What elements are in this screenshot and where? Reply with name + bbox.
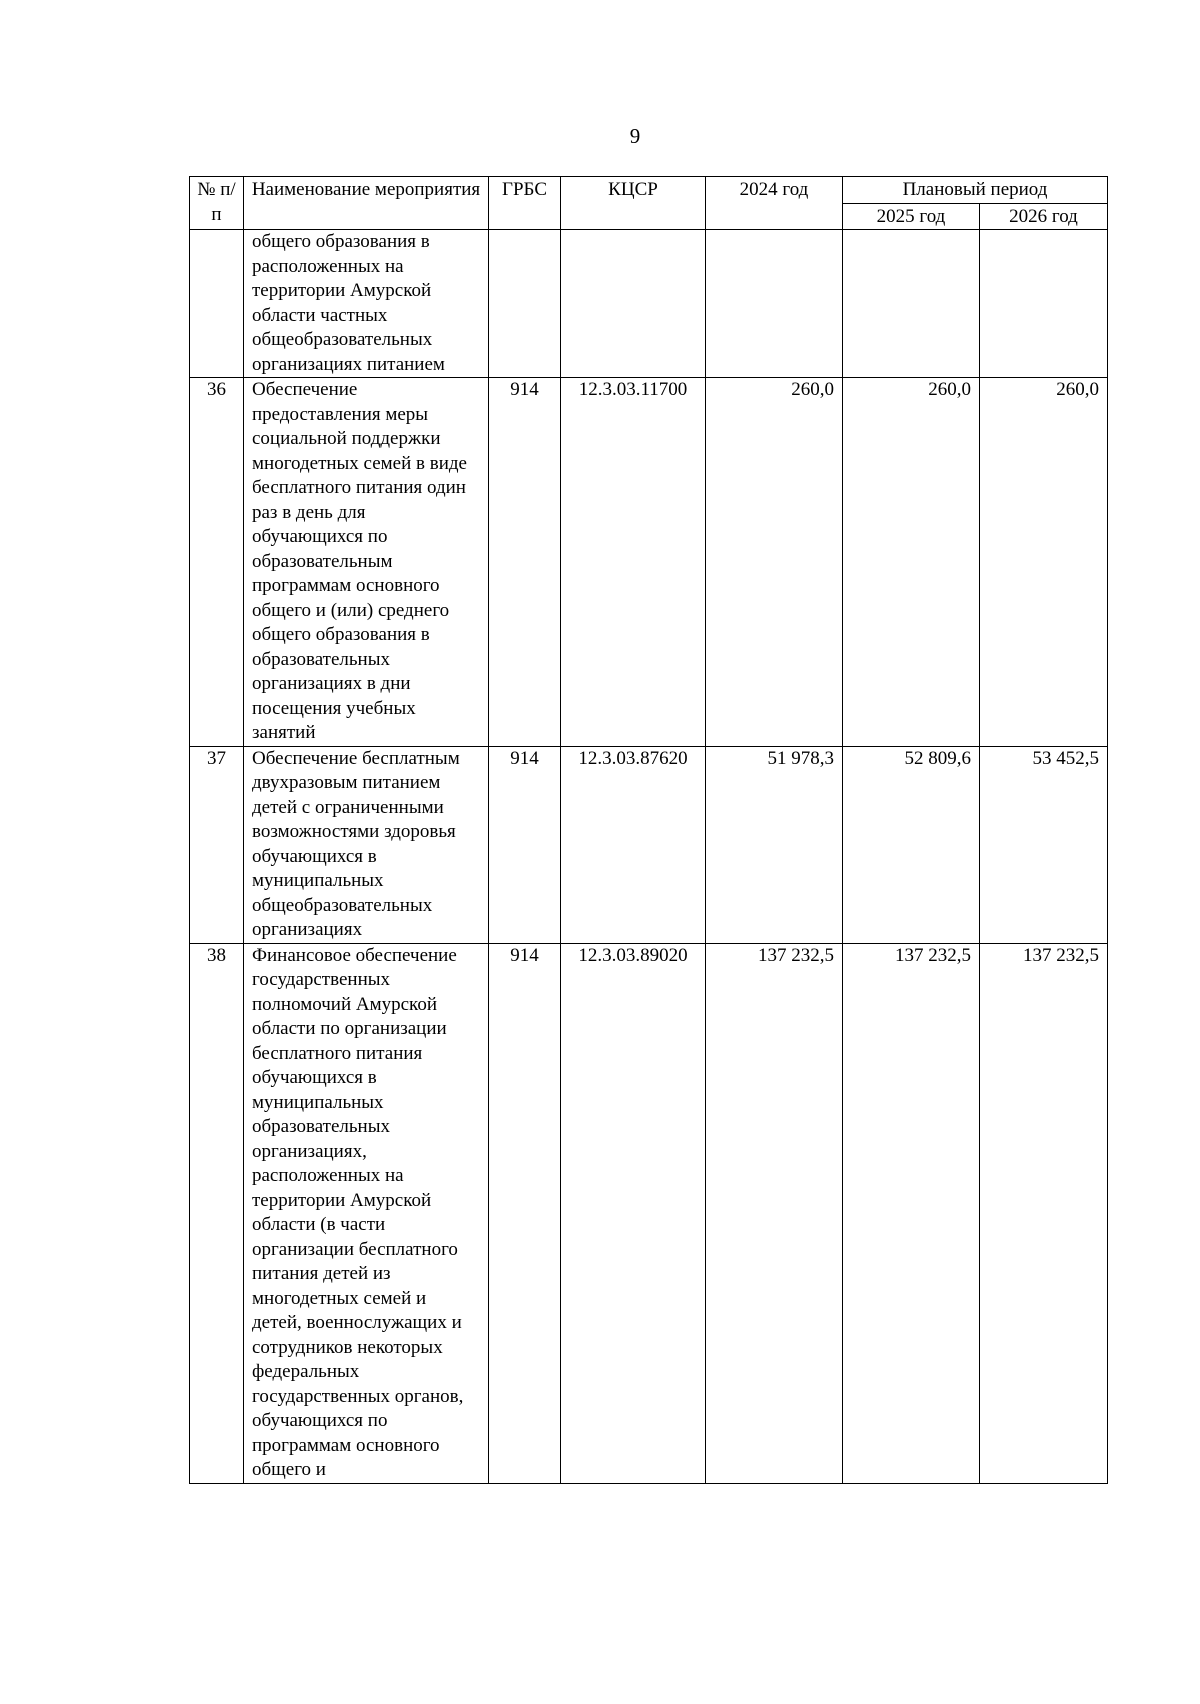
row-kcsr: 12.3.03.87620 [561, 746, 706, 943]
row-num: 36 [190, 378, 244, 747]
table-row [190, 378, 1108, 747]
row-2026 [980, 230, 1108, 378]
header-num: № п/п [190, 177, 244, 230]
row-grbs: 914 [489, 378, 561, 747]
row-grbs: 914 [489, 943, 561, 1483]
row-2026: 137 232,5 [980, 943, 1108, 1483]
table-row [190, 230, 1108, 378]
row-grbs [489, 230, 561, 378]
row-2024: 51 978,3 [706, 746, 843, 943]
row-2025: 260,0 [843, 378, 980, 747]
row-2025 [843, 230, 980, 378]
row-2025: 137 232,5 [843, 943, 980, 1483]
header-2024: 2024 год [706, 177, 843, 230]
header-planned-period: Плановый период [843, 177, 1108, 204]
row-2024 [706, 230, 843, 378]
header-grbs: ГРБС [489, 177, 561, 230]
row-name: Обеспечение предоставления меры социальной поддержки многодетных семей в виде бесплатного питания один раз в день для обучающихся по образовательным программам основного общего и (или) среднего общего образования в образовательных организациях в дни посещения учебных занятий [244, 378, 489, 747]
row-grbs: 914 [489, 746, 561, 943]
row-2026: 53 452,5 [980, 746, 1108, 943]
table-row [190, 746, 1108, 943]
row-name: Обеспечение бесплатным двухразовым питанием детей с ограниченными возможностями здоровья обучающихся в муниципальных общеобразовательных организациях [244, 746, 489, 943]
table-row [190, 943, 1108, 1483]
row-kcsr [561, 230, 706, 378]
header-2026: 2026 год [980, 203, 1108, 230]
row-name: общего образования в расположенных на территории Амурской области частных общеобразовательных организациях питанием [244, 230, 489, 378]
row-2024: 137 232,5 [706, 943, 843, 1483]
table-header-row [190, 177, 1108, 204]
row-num: 37 [190, 746, 244, 943]
header-kcsr: КЦСР [561, 177, 706, 230]
row-2025: 52 809,6 [843, 746, 980, 943]
header-name: Наименование мероприятия [244, 177, 489, 230]
row-name: Финансовое обеспечение государственных полномочий Амурской области по организации бесплатного питания обучающихся в муниципальных образовательных организациях, расположенных на территории Амурской области (в части организации бесплатного питания детей из многодетных семей и детей, военнослужащих и сотрудников некоторых федеральных государственных органов, обучающихся по программам основного общего и [244, 943, 489, 1483]
header-2025: 2025 год [843, 203, 980, 230]
row-2026: 260,0 [980, 378, 1108, 747]
budget-table [189, 176, 1108, 1484]
page-number: 9 [629, 124, 641, 148]
row-2024: 260,0 [706, 378, 843, 747]
row-kcsr: 12.3.03.11700 [561, 378, 706, 747]
row-num: 38 [190, 943, 244, 1483]
row-num [190, 230, 244, 378]
row-kcsr: 12.3.03.89020 [561, 943, 706, 1483]
